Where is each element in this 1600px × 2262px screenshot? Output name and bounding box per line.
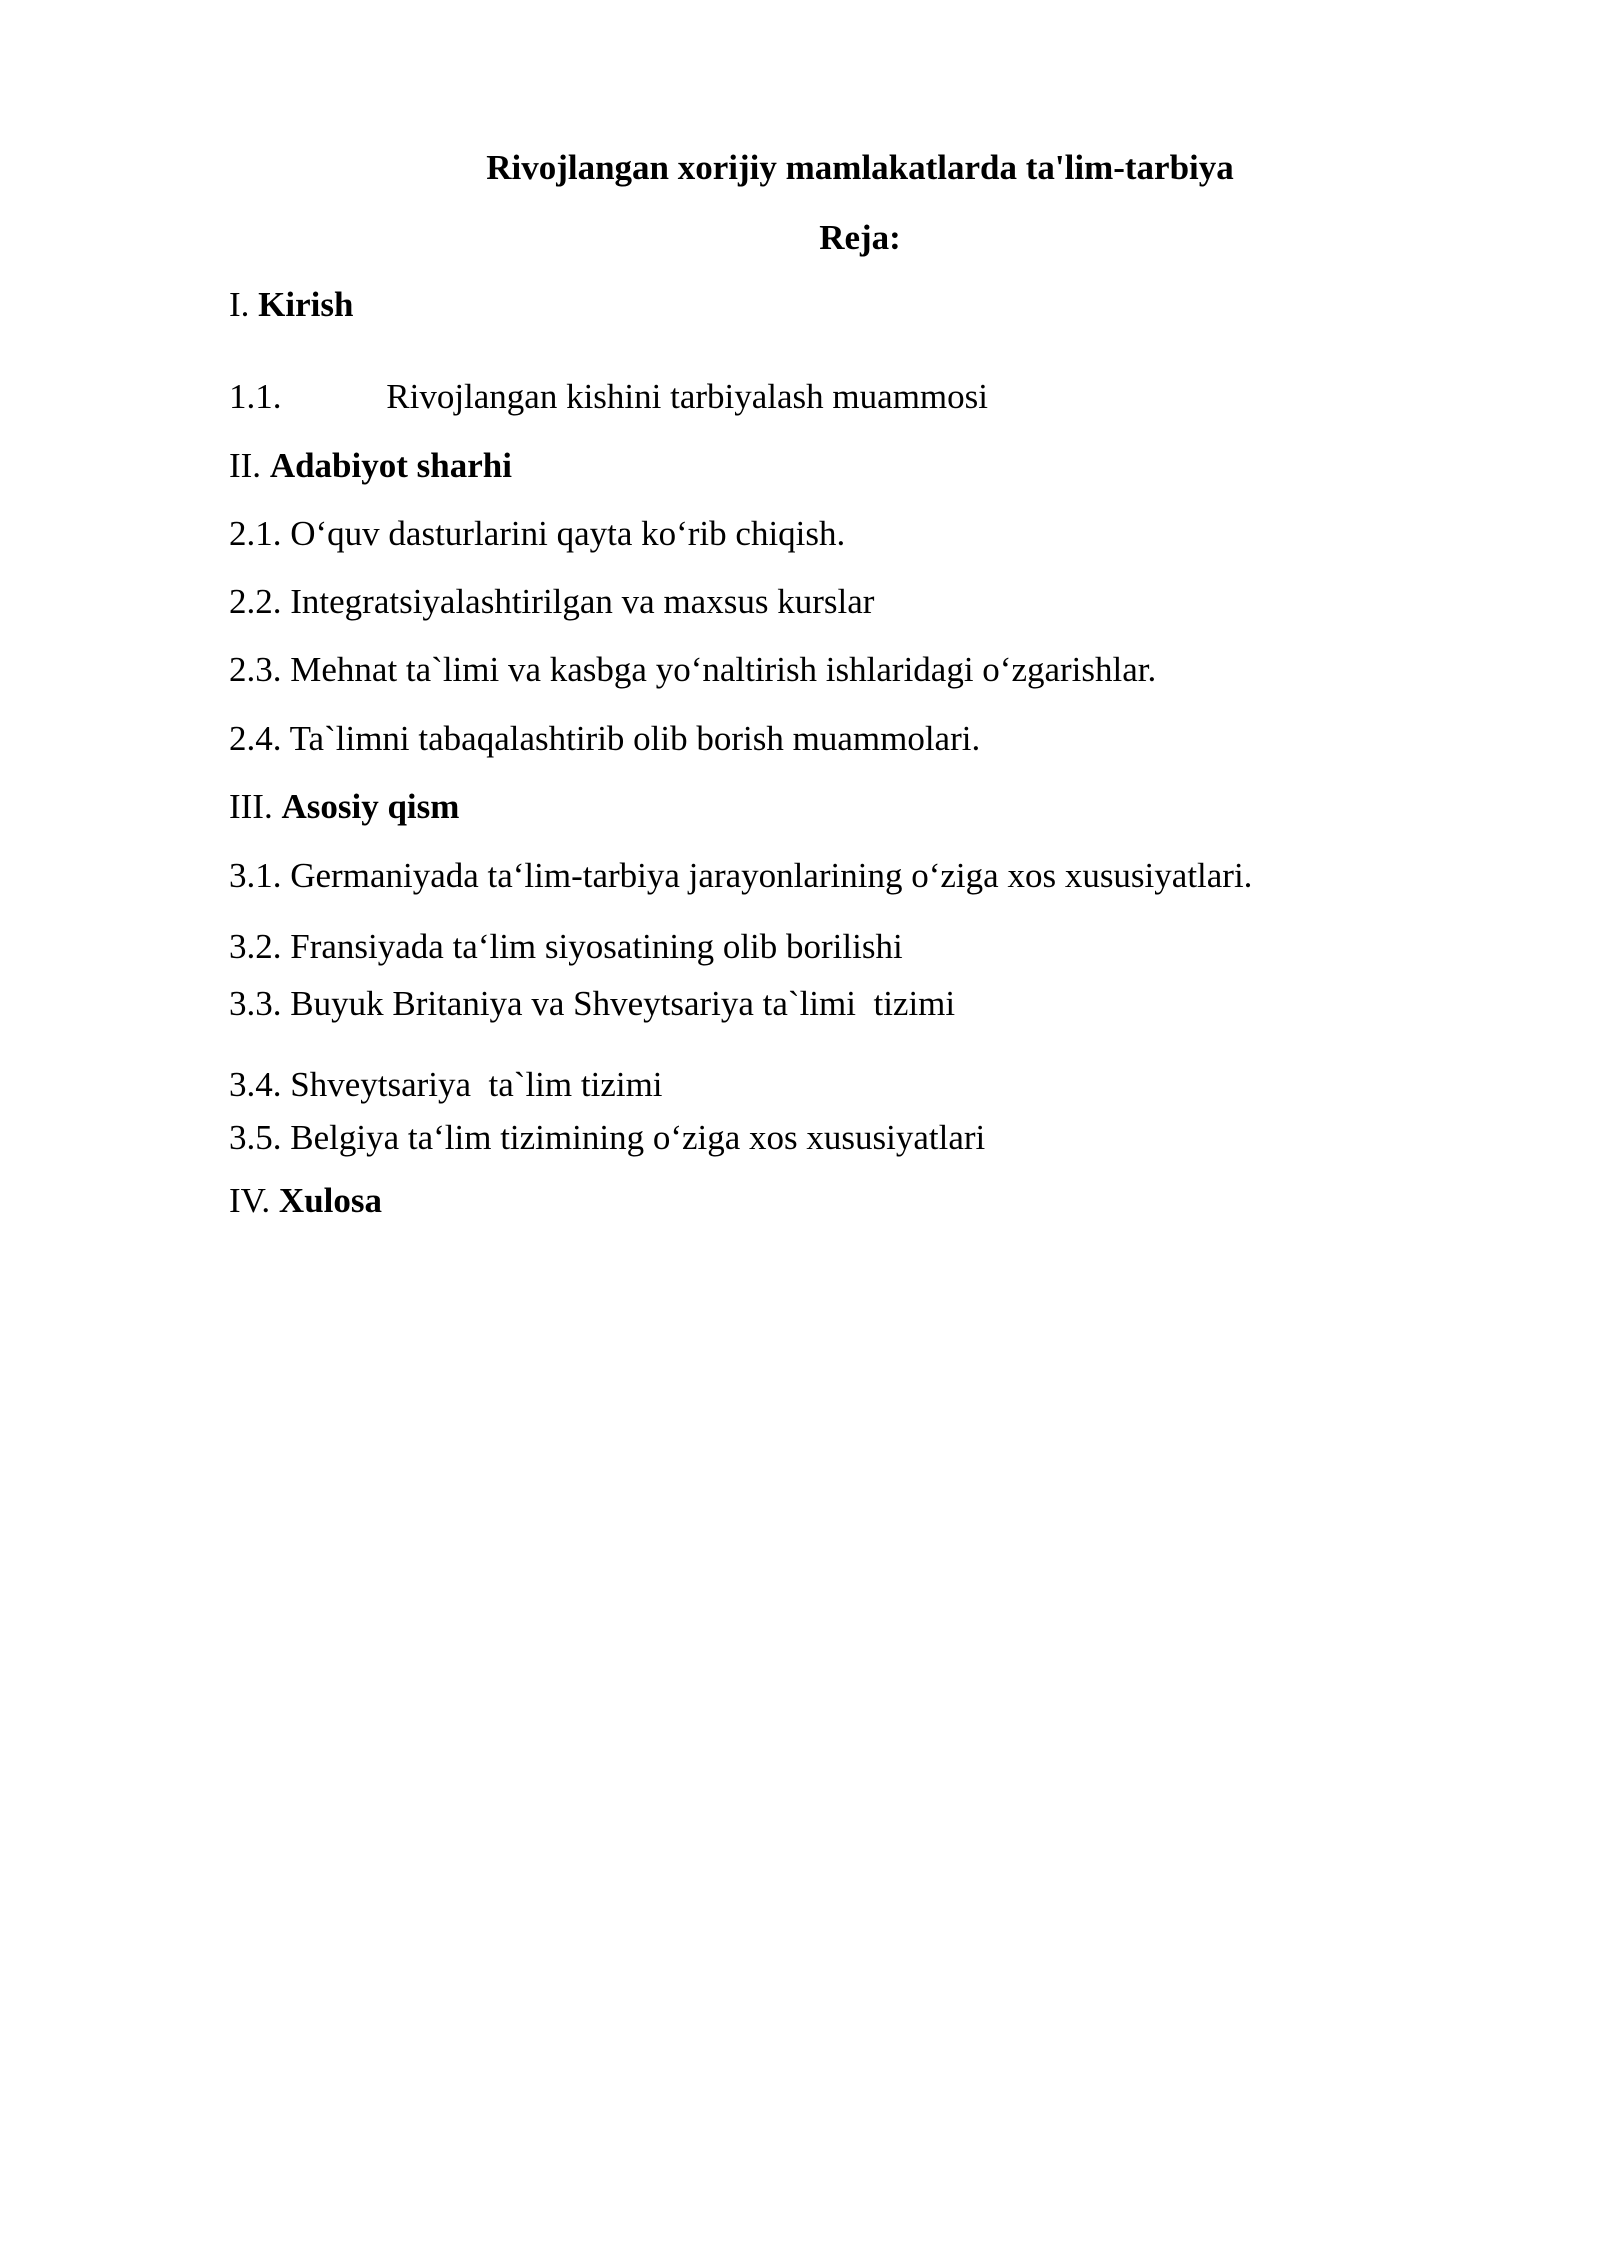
plan-heading: Reja: bbox=[819, 218, 901, 257]
section-2 bbox=[229, 447, 512, 486]
section-2-title: Adabiyot sharhi bbox=[269, 446, 512, 485]
section-1-title: Kirish bbox=[258, 285, 354, 324]
section-3 bbox=[229, 788, 459, 827]
item-1-1-text: Rivojlangan kishini tarbiyalash muammosi bbox=[386, 377, 988, 416]
section-4-number: IV. bbox=[229, 1181, 271, 1220]
item-3-4-text: Shveytsariya ta`lim tizimi bbox=[290, 1065, 663, 1104]
item-2-4-text: Ta`limni tabaqalashtirib olib borish muammolari. bbox=[289, 719, 981, 758]
item-2-4 bbox=[229, 720, 980, 759]
item-1-1 bbox=[229, 378, 988, 417]
item-3-3-text: Buyuk Britaniya va Shveytsariya ta`limi tizimi bbox=[290, 984, 956, 1023]
item-3-5-number: 3.5. bbox=[229, 1118, 282, 1157]
item-3-1 bbox=[229, 857, 1252, 896]
item-2-1 bbox=[229, 515, 845, 554]
section-4-title: Xulosa bbox=[278, 1181, 383, 1220]
section-1 bbox=[229, 286, 353, 325]
section-3-title: Asosiy qism bbox=[281, 787, 460, 826]
section-2-number: II. bbox=[229, 446, 262, 485]
item-2-2 bbox=[229, 583, 874, 622]
section-3-number: III. bbox=[229, 787, 273, 826]
item-1-1-number: 1.1. bbox=[229, 377, 282, 416]
item-3-5 bbox=[229, 1119, 985, 1158]
item-3-2-number: 3.2. bbox=[229, 927, 282, 966]
item-2-3 bbox=[229, 651, 1156, 690]
item-2-2-text: Integratsiyalashtirilgan va maxsus kurslar bbox=[290, 582, 875, 621]
item-3-4-number: 3.4. bbox=[229, 1065, 282, 1104]
item-3-3 bbox=[229, 985, 955, 1024]
item-2-1-number: 2.1. bbox=[229, 514, 282, 553]
item-2-3-text: Mehnat ta`limi va kasbga yo‘naltirish ishlaridagi o‘zgarishlar. bbox=[290, 650, 1157, 689]
item-2-4-number: 2.4. bbox=[229, 719, 282, 758]
item-3-4 bbox=[229, 1066, 663, 1105]
item-2-3-number: 2.3. bbox=[229, 650, 282, 689]
document-title: Rivojlangan xorijiy mamlakatlarda ta'lim-tarbiya bbox=[486, 148, 1234, 187]
item-3-5-text: Belgiya ta‘lim tizimining o‘ziga xos xususiyatlari bbox=[290, 1118, 986, 1157]
item-3-3-number: 3.3. bbox=[229, 984, 282, 1023]
item-3-2-text: Fransiyada ta‘lim siyosatining olib borilishi bbox=[290, 927, 903, 966]
section-1-number: I. bbox=[229, 285, 250, 324]
item-3-1-text: Germaniyada ta‘lim-tarbiya jarayonlarining o‘ziga xos xususiyatlari. bbox=[290, 856, 1253, 895]
item-2-2-number: 2.2. bbox=[229, 582, 282, 621]
item-2-1-text: O‘quv dasturlarini qayta ko‘rib chiqish. bbox=[290, 514, 846, 553]
item-3-2 bbox=[229, 928, 903, 967]
section-4 bbox=[229, 1182, 382, 1221]
item-3-1-number: 3.1. bbox=[229, 856, 282, 895]
